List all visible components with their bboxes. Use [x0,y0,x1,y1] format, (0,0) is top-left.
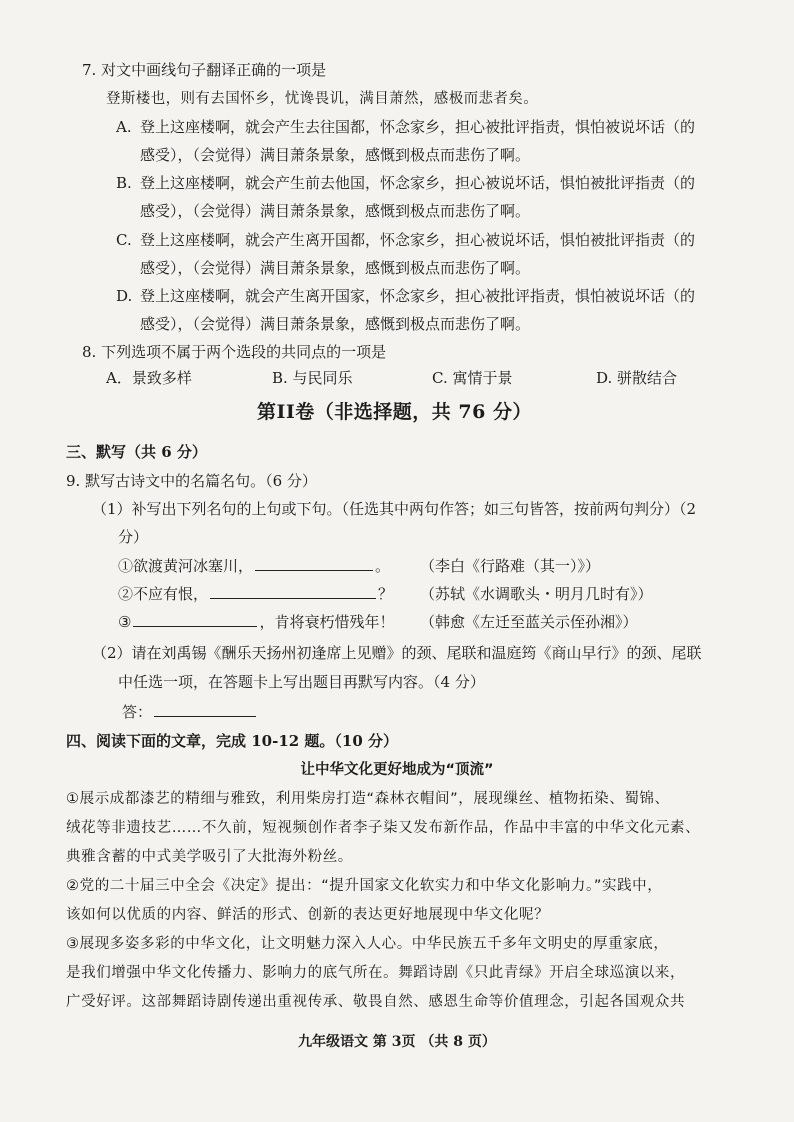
q9-sub2-line1: （2）请在刘禹锡《酬乐天扬州初逢席上见赠》的颈、尾联和温庭筠《商山早行》的颈、尾联 [92,644,702,662]
article-para-3-line3: 广受好评。这部舞蹈诗剧传递出重视传承、敬畏自然、感恩生命等价值理念，引起各国观众共 [66,994,686,1010]
section-3-heading: 三、默写（共 6 分） [66,443,207,461]
q9-answer-blank[interactable] [154,702,256,717]
q9-item-2-end: ？ [378,585,394,603]
q9-item-2-blank[interactable] [210,584,376,599]
q9-sub1-line1: （1）补写出下列名句的上句或下句。（任选其中两句作答；如三句皆答，按前两句判分）（2 [92,500,697,518]
q7-option-d-line1: 登上这座楼啊，就会产生离开国家，怀念家乡，担心被批评指责，惧怕被说坏话（的 [140,287,696,305]
article-para-1-line1: ①展示成都漆艺的精细与雅致，利用柴房打造“森林衣帽间”，展现缫丝、植物拓染、蜀锦、 [66,791,670,807]
page-footer: 九年级语文 第 3页 （共 8 页） [298,1034,496,1050]
article-para-3-line2: 是我们增强中华文化传播力、影响力的底气所在。舞蹈诗剧《只此青绿》开启全球巡演以来， [66,965,686,981]
q7-option-d-line2: 感受），（会觉得）满目萧条景象，感慨到极点而悲伤了啊。 [140,315,531,333]
q7-option-c-line2: 感受），（会觉得）满目萧条景象，感慨到极点而悲伤了啊。 [140,259,531,277]
article-para-1-line3: 典雅含蓄的中式美学吸引了大批海外粉丝。 [66,849,353,865]
q8-option-a: A．景致多样 [106,369,192,387]
q9-answer [122,702,258,722]
q8-stem: 8. 下列选项不属于两个选段的共同点的一项是 [82,343,387,361]
q9-item-1 [118,556,390,576]
q7-option-c-letter: C. [116,231,132,249]
q7-sentence: 登斯楼也，则有去国怀乡，忧谗畏讥，满目萧然，感极而悲者矣。 [106,91,539,107]
section-ii-title: 第II卷（非选择题，共 76 分） [257,401,532,423]
q9-item-1-source: （李白《行路难（其一）》） [420,557,601,575]
article-title: 让中华文化更好地成为“顶流” [300,762,494,778]
q8-option-c: C. 寓情于景 [432,369,513,387]
article-para-2-line2: 该如何以优质的内容、鲜活的形式、创新的表达更好地展现中华文化呢？ [66,907,550,923]
q9-item-2 [118,584,393,604]
article-para-2-line1: ②党的二十届三中全会《决定》提出：“提升国家文化软实力和中华文化影响力。”实践中， [66,878,663,894]
q9-item-3-blank[interactable] [133,612,257,627]
q8-option-d: D. 骈散结合 [596,369,678,387]
article-para-1-line2: 绒花等非遗技艺……不久前，短视频创作者李子柒又发布新作品，作品中丰富的中华文化元素、 [66,820,701,836]
q8-option-b: B. 与民同乐 [272,369,353,387]
q9-item-2-source: （苏轼《水调歌头・明月几时有》） [420,585,653,603]
q9-sub1-line2: 分） [118,528,149,546]
q9-stem: 9. 默写古诗文中的名篇名句。（6 分） [66,472,317,490]
q9-item-2-text: ②不应有恨， [118,585,209,603]
q9-item-3-source: （韩愈《左迁至蓝关示侄孙湘》） [420,613,638,631]
q9-item-1-blank[interactable] [255,556,373,571]
q7-option-a-line1: 登上这座楼啊，就会产生去往国都，怀念家乡，担心被批评指责，惧怕被说坏话（的 [140,118,696,136]
q9-answer-label: 答： [122,703,153,721]
q9-item-1-text: ①欲渡黄河冰塞川， [118,557,254,575]
q7-option-b-line2: 感受），（会觉得）满目萧条景象，感慨到极点而悲伤了啊。 [140,202,531,220]
section-4-heading: 四、阅读下面的文章，完成 10-12 题。（10 分） [66,732,399,750]
q9-item-3-text: ，肯将衰朽惜残年！ [259,613,395,631]
q9-item-3 [118,612,394,632]
q9-item-3-num: ③ [118,613,132,631]
article-para-3-line1: ③展现多姿多彩的中华文化，让文明魅力深入人心。中华民族五千多年文明史的厚重家底， [66,936,669,952]
q9-sub2-line2: 中任选一项，在答题卡上写出题目再默写内容。（4 分） [118,673,485,691]
q7-option-a-line2: 感受），（会觉得）满目萧条景象，感慨到极点而悲伤了啊。 [140,146,531,164]
q7-option-a-letter: A. [116,118,132,136]
q9-item-1-end: 。 [375,557,391,575]
q7-option-d-letter: D. [116,287,133,305]
q7-option-b-line1: 登上这座楼啊，就会产生前去他国，怀念家乡，担心被说坏话，惧怕被批评指责（的 [140,174,696,192]
q7-option-b-letter: B. [116,174,132,192]
q7-option-c-line1: 登上这座楼啊，就会产生离开国都，怀念家乡，担心被说坏话，惧怕被批评指责（的 [140,231,696,249]
q7-stem: 7. 对文中画线句子翻译正确的一项是 [82,61,327,79]
